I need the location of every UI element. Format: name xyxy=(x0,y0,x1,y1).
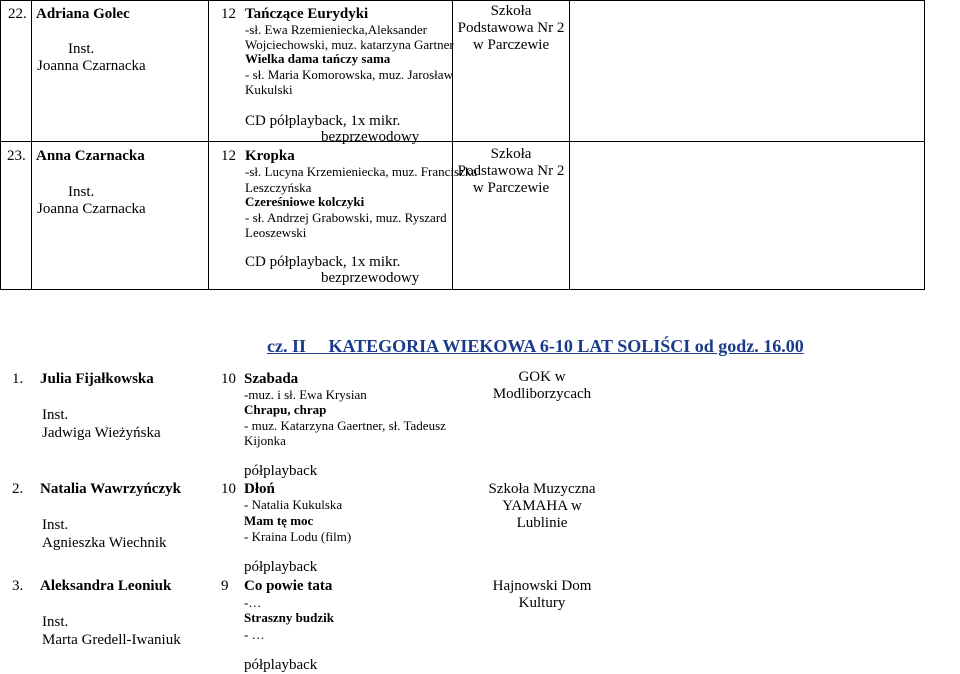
instructor-name: Joanna Czarnacka xyxy=(37,201,146,217)
song-credits: Kijonka xyxy=(244,433,286,448)
age: 9 xyxy=(221,578,229,594)
participant-name: Anna Czarnacka xyxy=(36,148,145,164)
song-credits: Wojciechowski, muz. katarzyna Gartner xyxy=(245,37,454,52)
song-title: Co powie tata xyxy=(244,578,333,594)
empty-cell xyxy=(570,142,924,289)
age: 12 xyxy=(221,6,236,22)
participant-name: Natalia Wawrzyńczyk xyxy=(40,481,181,497)
row-number: 3. xyxy=(12,578,24,594)
song-title: Chrapu, chrap xyxy=(244,402,327,417)
song-title: Straszny budzik xyxy=(244,610,334,625)
table-row xyxy=(1,1,925,142)
instructor-name: Jadwiga Wieżyńska xyxy=(42,425,161,441)
school-name: GOK w Modliborzycach xyxy=(492,369,592,402)
tech-requirements: półplayback xyxy=(244,463,318,479)
instructor-label: Inst. xyxy=(42,517,69,533)
school-name: Hajnowski Dom Kultury xyxy=(492,578,592,611)
instructor-label: Inst. xyxy=(42,614,69,630)
song-title: Szabada xyxy=(244,371,299,387)
instructor-name: Joanna Czarnacka xyxy=(37,58,146,74)
tech-requirements: półplayback xyxy=(244,657,318,673)
age: 12 xyxy=(221,148,236,164)
age: 10 xyxy=(221,371,236,387)
song-credits: - Natalia Kukulska xyxy=(244,497,343,512)
song-title: Kropka xyxy=(245,148,295,164)
school-name: Szkoła Muzyczna YAMAHA w Lublinie xyxy=(488,481,596,531)
song-credits: - Kraina Lodu (film) xyxy=(244,529,352,544)
table-row xyxy=(1,142,925,290)
participant-name: Aleksandra Leoniuk xyxy=(40,578,172,594)
song-credits: -… xyxy=(244,595,262,610)
empty-cell xyxy=(570,1,924,141)
song-credits: Leoszewski xyxy=(245,225,307,240)
row-number: 2. xyxy=(12,481,24,497)
row-number: 1. xyxy=(12,371,24,387)
instructor-label: Inst. xyxy=(42,407,69,423)
song-credits: - sł. Andrzej Grabowski, muz. Ryszard xyxy=(245,210,447,225)
tech-requirements: CD półplayback, 1x mikr. xyxy=(245,113,401,129)
instructor-name: Marta Gredell-Iwaniuk xyxy=(42,632,181,648)
category-heading xyxy=(267,336,804,357)
participant-name: Julia Fijałkowska xyxy=(40,371,154,387)
song-credits: Leszczyńska xyxy=(245,180,312,195)
song-credits: - sł. Maria Komorowska, muz. Jarosław xyxy=(245,67,453,82)
song-title: Wielka dama tańczy sama xyxy=(245,51,391,66)
song-title: Tańczące Eurydyki xyxy=(245,6,369,22)
tech-requirements: CD półplayback, 1x mikr. xyxy=(245,254,401,270)
tech-requirements: półplayback xyxy=(244,559,318,575)
age: 10 xyxy=(221,481,236,497)
song-credits: - … xyxy=(244,627,265,642)
song-credits: - muz. Katarzyna Gaertner, sł. Tadeusz xyxy=(244,418,446,433)
participant-name: Adriana Golec xyxy=(36,6,130,22)
song-credits: -muz. i sł. Ewa Krysian xyxy=(244,387,367,402)
song-title: Dłoń xyxy=(244,481,275,497)
instructor-label: Inst. xyxy=(68,184,95,200)
instructor-name: Agnieszka Wiechnik xyxy=(42,535,167,551)
row-number: 23. xyxy=(7,148,26,164)
category-part: cz. II xyxy=(267,336,306,356)
song-credits: Kukulski xyxy=(245,82,293,97)
song-credits: -sł. Lucyna Krzemieniecka, muz. Franciszka xyxy=(245,164,478,179)
instructor-label: Inst. xyxy=(68,41,95,57)
song-credits: -sł. Ewa Rzemieniecka,Aleksander xyxy=(245,22,427,37)
category-title: KATEGORIA WIEKOWA 6-10 LAT SOLIŚCI od godz. 16.00 xyxy=(328,336,804,356)
song-title: Mam tę moc xyxy=(244,513,314,528)
tech-requirements: bezprzewodowy xyxy=(321,270,420,286)
school-name: Szkoła Podstawowa Nr 2 w Parczewie xyxy=(457,3,565,53)
song-title: Czereśniowe kolczyki xyxy=(245,194,365,209)
school-name: Szkoła Podstawowa Nr 2 w Parczewie xyxy=(457,146,565,196)
participants-table-1 xyxy=(0,0,925,290)
category-spacer xyxy=(306,336,329,356)
row-number: 22. xyxy=(8,6,27,22)
tech-requirements: bezprzewodowy xyxy=(321,129,420,145)
